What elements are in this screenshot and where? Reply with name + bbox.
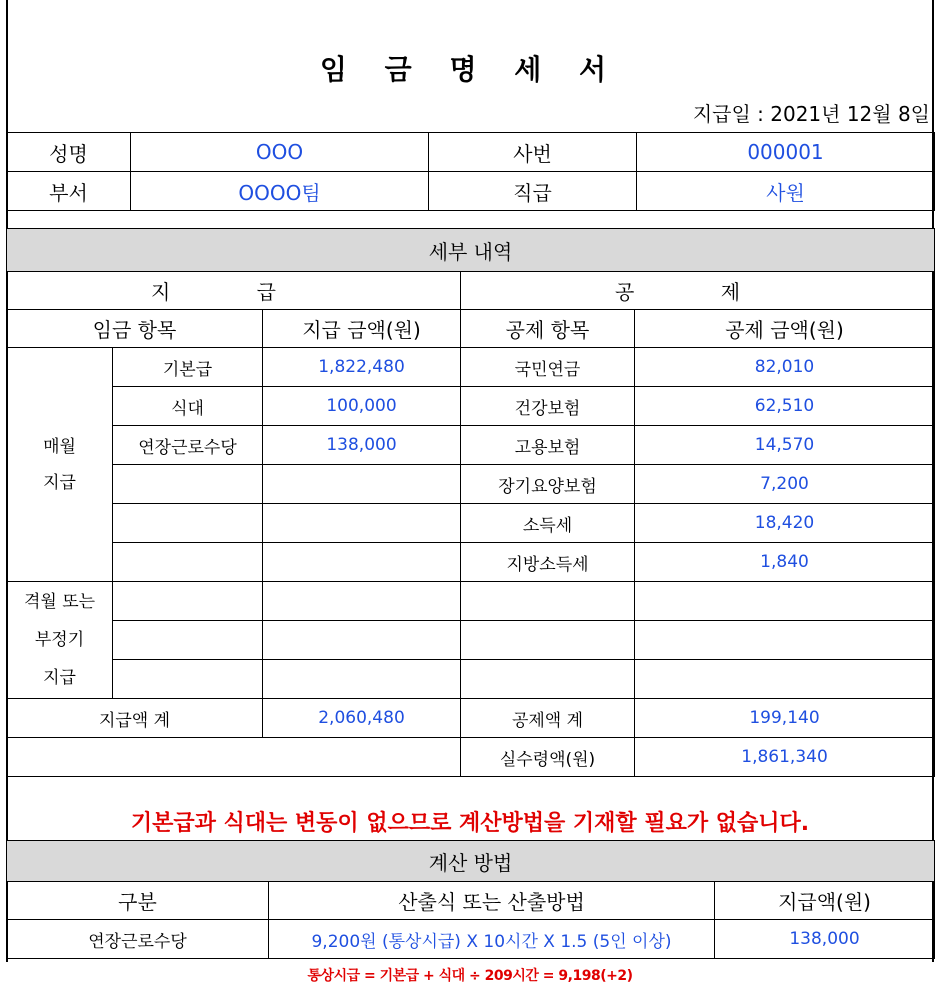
table-row [7, 504, 935, 543]
col-deduct-amount: 공제 금액(원) [635, 310, 935, 348]
notice-text: 기본급과 식대는 변동이 없으므로 계산방법을 기재할 필요가 없습니다. [130, 811, 810, 836]
deduct-item-amount: 62,510 [635, 387, 935, 426]
irregular-pay-label-line: 격월 또는 [23, 592, 96, 612]
total-pay-value: 2,060,480 [263, 699, 461, 738]
calc-formula: 9,200원 (통상시급) X 10시간 X 1.5 (5인 이상) [269, 920, 715, 959]
empty-cell [635, 582, 935, 621]
empty-cell [635, 621, 935, 660]
deduct-item-name: 고용보험 [461, 426, 635, 465]
empty-cell [263, 582, 461, 621]
col-amount: 지급액(원) [715, 882, 935, 920]
deduct-item-amount: 1,840 [635, 543, 935, 582]
pay-deduct-header-row [7, 272, 935, 310]
table-row [7, 621, 935, 660]
department-value: OOOO팀 [131, 172, 429, 211]
footnote-text: 통상시급 = 기본급 + 식대 ÷ 209시간 = 9,198(+2) [307, 968, 633, 984]
col-formula: 산출식 또는 산출방법 [269, 882, 715, 920]
empty-cell [263, 465, 461, 504]
irregular-pay-label-line: 부정기 [34, 630, 85, 650]
pay-item-name: 연장근로수당 [113, 426, 263, 465]
deduct-item-name: 장기요양보험 [461, 465, 635, 504]
col-category: 구분 [7, 882, 269, 920]
empty-cell [113, 465, 263, 504]
empty-cell [113, 621, 263, 660]
empty-cell [635, 660, 935, 699]
table-row [7, 660, 935, 699]
calculation-section-title: 계산 방법 [7, 841, 935, 882]
deduct-item-amount: 82,010 [635, 348, 935, 387]
deduct-item-name: 소득세 [461, 504, 635, 543]
empty-cell [263, 621, 461, 660]
monthly-pay-label-line: 매월 [43, 436, 76, 457]
col-pay-amount: 지급 금액(원) [263, 310, 461, 348]
employee-id-value: 000001 [637, 133, 935, 172]
calc-category: 연장근로수당 [7, 920, 269, 959]
table-row [7, 387, 935, 426]
table-row [7, 465, 935, 504]
deduct-item-name: 지방소득세 [461, 543, 635, 582]
details-section-header [7, 229, 935, 272]
monthly-pay-label-line: 지급 [43, 472, 76, 493]
table-row [7, 543, 935, 582]
page-title: 임 금 명 세 서 [319, 53, 621, 86]
net-pay-label: 실수령액(원) [461, 738, 635, 777]
deduct-item-name: 국민연금 [461, 348, 635, 387]
details-table [6, 228, 935, 777]
deduct-item-amount: 18,420 [635, 504, 935, 543]
details-section-title: 세부 내역 [7, 229, 935, 272]
empty-cell [461, 621, 635, 660]
column-header-row [7, 310, 935, 348]
calculation-table [6, 840, 935, 959]
department-label: 부서 [7, 172, 131, 211]
empty-cell [263, 660, 461, 699]
col-pay-item: 임금 항목 [7, 310, 263, 348]
calculation-section-header [7, 841, 935, 882]
rank-value: 사원 [637, 172, 935, 211]
calc-amount: 138,000 [715, 920, 935, 959]
deduct-item-name: 건강보험 [461, 387, 635, 426]
deduct-item-amount: 14,570 [635, 426, 935, 465]
pay-item-name: 식대 [113, 387, 263, 426]
total-pay-label: 지급액 계 [7, 699, 263, 738]
empty-cell [263, 543, 461, 582]
rank-label: 직급 [429, 172, 637, 211]
empty-cell [113, 504, 263, 543]
pay-item-amount: 138,000 [263, 426, 461, 465]
monthly-pay-label [7, 348, 113, 582]
name-label: 성명 [7, 133, 131, 172]
empty-cell [113, 660, 263, 699]
empty-cell [263, 504, 461, 543]
total-deduct-label: 공제액 계 [461, 699, 635, 738]
pay-item-amount: 100,000 [263, 387, 461, 426]
empty-cell [461, 582, 635, 621]
totals-row [7, 699, 935, 738]
table-row [7, 426, 935, 465]
table-row [7, 920, 935, 959]
col-deduct-item: 공제 항목 [461, 310, 635, 348]
employee-row [7, 172, 935, 211]
irregular-pay-label-line: 지급 [43, 668, 76, 688]
deduct-header: 공 제 [461, 272, 935, 310]
calculation-column-header [7, 882, 935, 920]
pay-header: 지 급 [7, 272, 461, 310]
net-pay-row [7, 738, 935, 777]
deduct-item-amount: 7,200 [635, 465, 935, 504]
employee-info-table [6, 132, 935, 211]
employee-id-label: 사번 [429, 133, 637, 172]
pay-item-name: 기본급 [113, 348, 263, 387]
empty-cell [461, 660, 635, 699]
irregular-pay-label [7, 582, 113, 699]
total-deduct-value: 199,140 [635, 699, 935, 738]
table-row [7, 348, 935, 387]
employee-row [7, 133, 935, 172]
table-row [7, 582, 935, 621]
name-value: OOO [131, 133, 429, 172]
net-pay-value: 1,861,340 [635, 738, 935, 777]
empty-cell [7, 738, 461, 777]
empty-cell [113, 543, 263, 582]
pay-date: 지급일 : 2021년 12월 8일 [692, 102, 930, 126]
empty-cell [113, 582, 263, 621]
pay-item-amount: 1,822,480 [263, 348, 461, 387]
